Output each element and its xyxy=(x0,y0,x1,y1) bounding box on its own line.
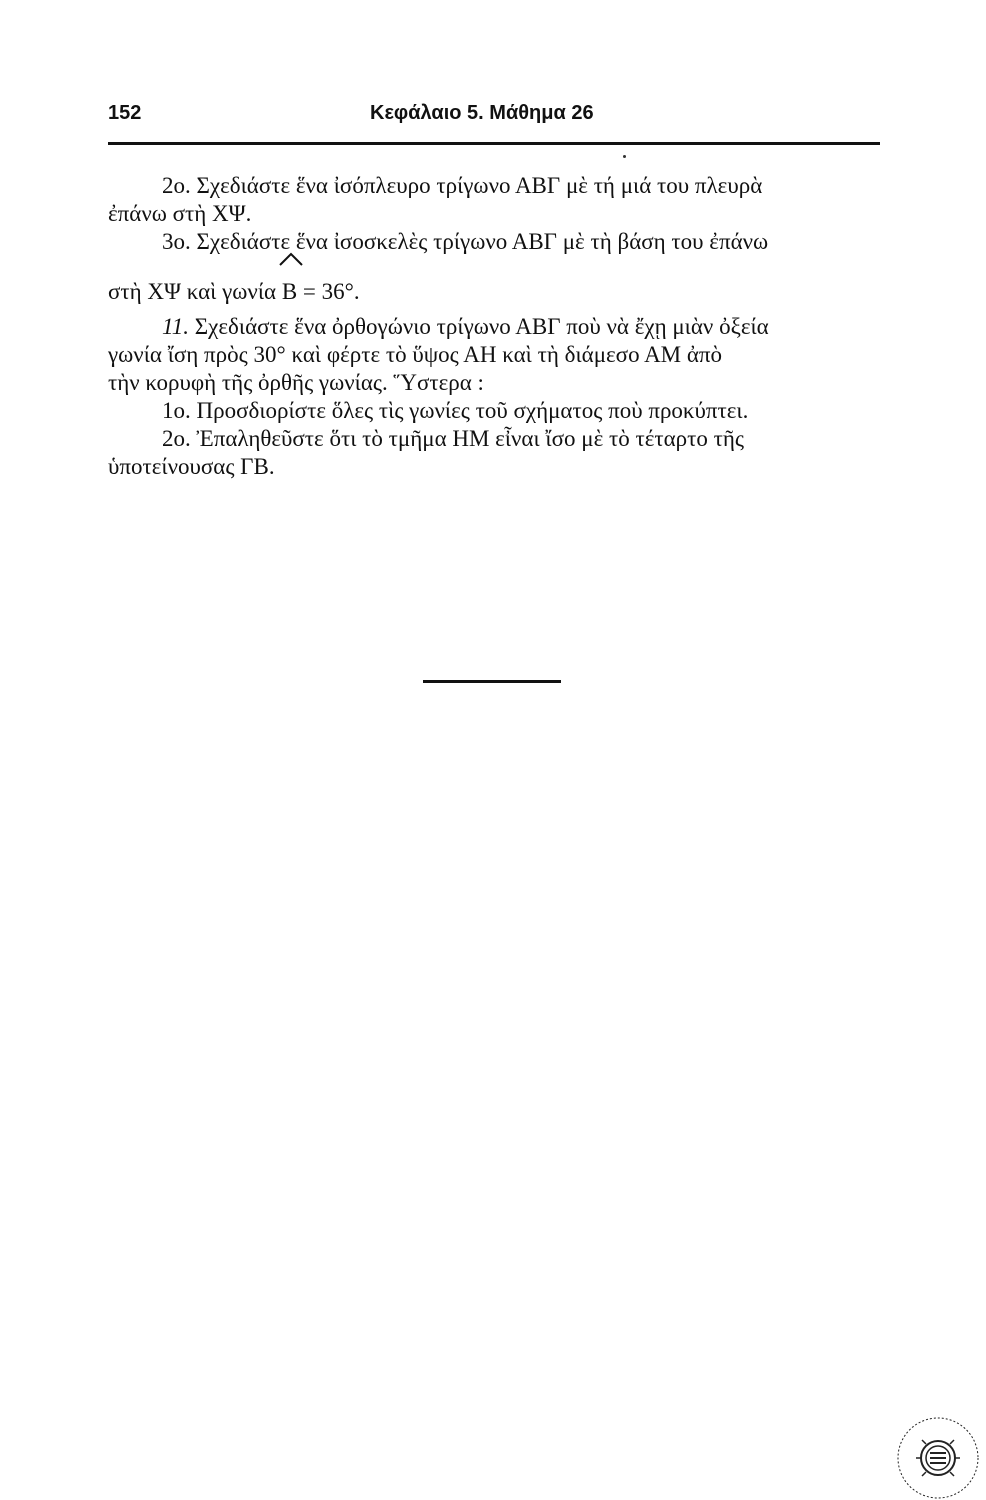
foundation-seal-icon xyxy=(896,1416,980,1500)
text-line xyxy=(108,313,880,341)
text-line-angle xyxy=(108,256,880,308)
section-end-rule xyxy=(423,680,561,683)
text-line: ὑποτείνουσας ΓΒ. xyxy=(108,454,275,479)
text-line: γωνία ἴση πρὸς 30° καὶ φέρτε τὸ ὕψος ΑΗ καὶ τὴ διάμεσο ΑΜ ἀπὸ xyxy=(108,342,723,367)
text-fragment: = 36°. xyxy=(297,279,360,304)
text-line: ἐπάνω στὴ ΧΨ. xyxy=(108,201,252,226)
print-speck xyxy=(623,155,626,158)
text-fragment: Σχεδιάστε ἕνα ὀρθογώνιο τρίγωνο ΑΒΓ ποὺ νὰ ἔχῃ μιὰν ὀξεία xyxy=(189,314,769,339)
text-line: τὴν κορυφὴ τῆς ὀρθῆς γωνίας. Ὕστερα : xyxy=(108,370,484,395)
text-line: 2ο. Ἐπαληθεῦστε ὅτι τὸ τμῆμα ΗΜ εἶναι ἴσο μὲ τὸ τέταρτο τῆς xyxy=(162,426,745,451)
exercise-text xyxy=(108,172,880,481)
angle-symbol xyxy=(282,278,297,306)
text-line: 3ο. Σχεδιάστε ἕνα ἰσοσκελὲς τρίγωνο ΑΒΓ μὲ τὴ βάση του ἐπάνω xyxy=(162,229,769,254)
page-header xyxy=(108,102,886,136)
running-title: Κεφάλαιο 5. Μάθημα 26 xyxy=(370,102,594,124)
angle-hat-icon xyxy=(279,252,303,266)
header-rule xyxy=(108,142,880,145)
text-line: 2ο. Σχεδιάστε ἕνα ἰσόπλευρο τρίγωνο ΑΒΓ μὲ τή μιά του πλευρὰ xyxy=(162,173,763,198)
text-line: 1ο. Προσδιορίστε ὅλες τὶς γωνίες τοῦ σχήματος ποὺ προκύπτει. xyxy=(162,398,749,423)
page-number: 152 xyxy=(108,102,142,124)
text-fragment: στὴ ΧΨ καὶ γωνία xyxy=(108,279,282,304)
exercise-number: 11. xyxy=(162,314,190,339)
angle-letter: Β xyxy=(281,279,298,304)
